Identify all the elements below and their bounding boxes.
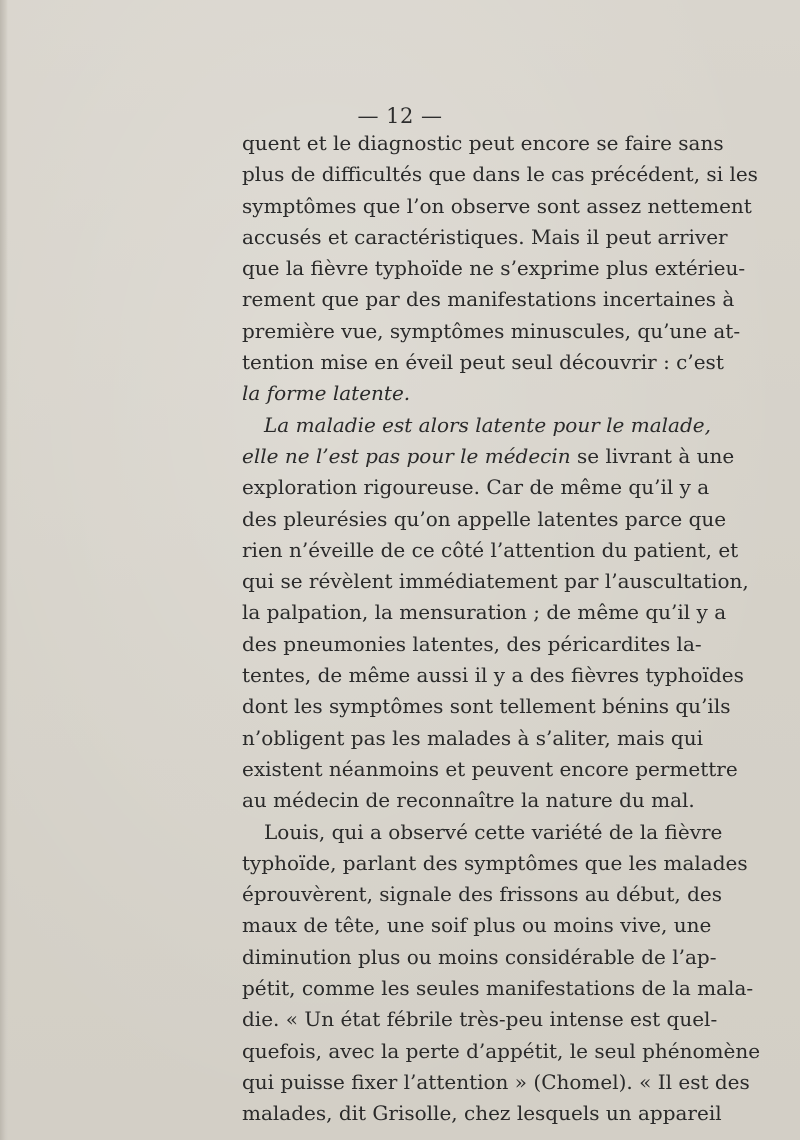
- page-number: — 12 —: [357, 104, 443, 128]
- page-binding-edge: [0, 0, 8, 1140]
- text-line: La maladie est alors latente pour le malade,: [264, 412, 711, 437]
- text-line: malades, dit Grisolle, chez lesquels un appareil: [242, 1101, 722, 1126]
- text-line: rement que par des manifestations incertaines à: [242, 287, 735, 312]
- italic-fragment: elle ne l’est pas pour le médecin: [242, 443, 571, 468]
- text-line: dont les symptômes sont tellement bénins qu’ils: [242, 694, 731, 719]
- text-line: symptômes que l’on observe sont assez nettement: [242, 193, 752, 218]
- text-line: n’obligent pas les malades à s’aliter, mais qui: [242, 725, 704, 750]
- text-line: au médecin de reconnaître la nature du mal.: [242, 788, 695, 813]
- roman-fragment: se livrant à une: [570, 443, 735, 468]
- text-line: qui puisse fixer l’attention » (Chomel). « Il est des: [242, 1069, 750, 1094]
- text-line: éprouvèrent, signale des frissons au début, des: [242, 882, 722, 907]
- text-line: exploration rigoureuse. Car de même qu’il y a: [242, 475, 710, 500]
- body-text: [242, 128, 761, 1130]
- text-line: pétit, comme les seules manifestations de la mala-: [242, 976, 754, 1001]
- text-line: plus de difficultés que dans le cas précédent, si les: [242, 162, 758, 187]
- text-line: la forme latente.: [242, 381, 411, 406]
- text-line: typhoïde, parlant des symptômes que les malades: [242, 850, 748, 875]
- text-line: existent néanmoins et peuvent encore permettre: [242, 756, 738, 781]
- text-line: des pneumonies latentes, des péricardites la-: [242, 631, 702, 656]
- text-line: diminution plus ou moins considérable de l’ap-: [242, 944, 717, 969]
- text-line: qui se révèlent immédiatement par l’auscultation,: [242, 569, 749, 594]
- text-line: tention mise en éveil peut seul découvrir : c’est: [242, 350, 724, 375]
- text-line-mixed: [242, 441, 735, 472]
- text-line: première vue, symptômes minuscules, qu’une at-: [242, 318, 741, 343]
- text-line: tentes, de même aussi il y a des fièvres typhoïdes: [242, 663, 744, 688]
- text-line: la palpation, la mensuration ; de même qu’il y a: [242, 600, 727, 625]
- text-line: die. « Un état fébrile très-peu intense est quel-: [242, 1007, 718, 1032]
- text-line: accusés et caractéristiques. Mais il peut arriver: [242, 224, 728, 249]
- text-line: rien n’éveille de ce côté l’attention du patient, et: [242, 537, 739, 562]
- text-line: quent et le diagnostic peut encore se faire sans: [242, 131, 724, 155]
- text-line: maux de tête, une soif plus ou moins vive, une: [242, 913, 712, 938]
- text-line: que la fièvre typhoïde ne s’exprime plus extérieu-: [242, 256, 746, 281]
- text-line: quefois, avec la perte d’appétit, le seul phénomène: [242, 1038, 761, 1063]
- text-line: Louis, qui a observé cette variété de la fièvre: [264, 819, 723, 844]
- text-line: des pleurésies qu’on appelle latentes parce que: [242, 506, 727, 531]
